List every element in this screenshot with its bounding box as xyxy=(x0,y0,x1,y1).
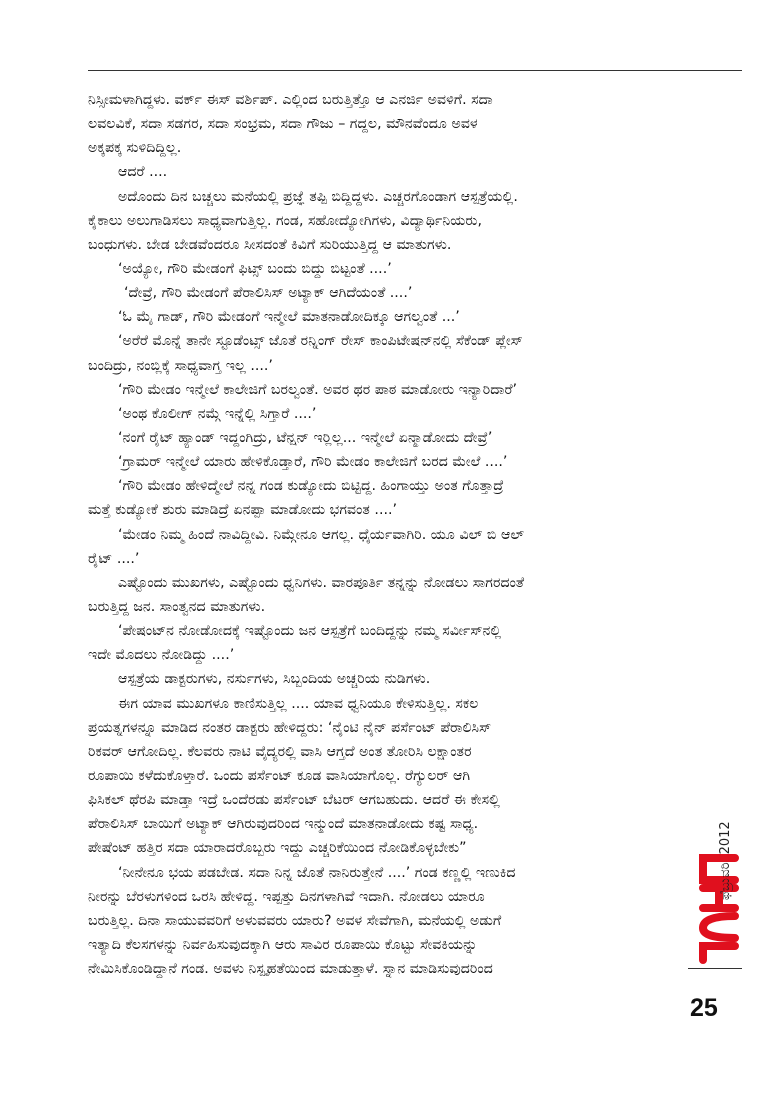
text-line: ಮತ್ತೆ ಕುಡ್ಯೋಕೆ ಶುರು ಮಾಡಿದ್ರೆ ಏನಪ್ಪಾ ಮಾಡೋದು ಭಗವಂತ ....’ xyxy=(88,502,397,519)
text-line: ಬರುತ್ತಿಲ್ಲ. ದಿನಾ ಸಾಯುವವರಿಗೆ ಅಳುವವರು ಯಾರು? ಅವಳ ಸೇವೆಗಾಗಿ, ಮನೆಯಲ್ಲಿ ಅಡುಗೆ xyxy=(88,912,502,929)
text-line: ‘ಮೇಡಂ ನಿಮ್ಮ ಹಿಂದೆ ನಾವಿದ್ದೀವಿ. ನಿಮ್ಗೇನೂ ಆಗಲ್ಲ. ಧೈರ್ಯವಾಗಿರಿ. ಯೂ ವಿಲ್ ಬಿ ಆಲ್ xyxy=(118,526,525,543)
text-line: ಆದರೆ .... xyxy=(118,164,168,181)
text-line: ಫಿಸಿಕಲ್ ಥೆರಪಿ ಮಾಡ್ತಾ ಇದ್ರೆ ಒಂದೆರಡು ಪರ್ಸೆಂಟ್ ಬೆಟರ್ ಆಗಬಹುದು. ಆದರೆ ಈ ಕೇಸಲ್ಲಿ xyxy=(88,792,500,809)
text-line: ‘ಗ್ರಾಮರ್ ಇನ್ಮೇಲೆ ಯಾರು ಹೇಳಿಕೊಡ್ತಾರೆ, ಗೌರಿ ಮೇಡಂ ಕಾಲೇಜಿಗೆ ಬರದ ಮೇಲೆ ....’ xyxy=(118,454,508,471)
text-line: ‘ದೇವ್ರೆ, ಗೌರಿ ಮೇಡಂಗೆ ಪೆರಾಲಿಸಿಸ್ ಅಟ್ಯಾಕ್ ಆಗಿದೆಯಂತೆ ....’ xyxy=(124,285,413,302)
text-line: ಇತ್ಯಾದಿ ಕೆಲಸಗಳನ್ನು ನಿರ್ವಹಿಸುವುದಕ್ಕಾಗಿ ಆರು ಸಾವಿರ ರೂಪಾಯಿ ಕೊಟ್ಟು ಸೇವಕಿಯನ್ನು xyxy=(88,936,478,953)
page-number: 25 xyxy=(690,994,718,1022)
text-line: ಎಷ್ಟೊಂದು ಮುಖಗಳು, ಎಷ್ಟೊಂದು ಧ್ವನಿಗಳು. ವಾರಪೂರ್ತಿ ತನ್ನನ್ನು ನೋಡಲು ಸಾಗರದಂತೆ xyxy=(118,574,525,591)
article-body xyxy=(88,88,688,981)
text-line: ‘ಅಯ್ಯೋ, ಗೌರಿ ಮೇಡಂಗೆ ಫಿಟ್ಸ್ ಬಂದು ಬಿದ್ದು ಬಿಟ್ಟಂತೆ ....’ xyxy=(118,260,392,277)
text-line: ಈಗ ಯಾವ ಮುಖಗಳೂ ಕಾಣಿಸುತ್ತಿಲ್ಲ .... ಯಾವ ಧ್ವನಿಯೂ ಕೇಳಿಸುತ್ತಿಲ್ಲ. ಸಕಲ xyxy=(118,695,479,712)
text-line: ಬರುತ್ತಿದ್ದ ಜನ. ಸಾಂತ್ವನದ ಮಾತುಗಳು. xyxy=(88,598,266,615)
text-line: ರಿಕವರ್ ಆಗೋದಿಲ್ಲ. ಕೆಲವರು ನಾಟಿ ವೈದ್ಯರಲ್ಲಿ ವಾಸಿ ಆಗ್ತದೆ ಅಂತ ತೋರಿಸಿ ಲಕ್ಷಾಂತರ xyxy=(88,743,472,760)
text-line: ಅಕ್ಕಪಕ್ಕ ಸುಳಿದಿದ್ದಿಲ್ಲ. xyxy=(88,140,182,157)
text-line: ಪ್ರಯತ್ನಗಳನ್ನೂ ಮಾಡಿದ ನಂತರ ಡಾಕ್ಟರು ಹೇಳಿದ್ದರು: ‘ನೈಂಟಿ ನೈನ್ ಪರ್ಸೆಂಟ್ ಪೆರಾಲಿಸಿಸ್ xyxy=(88,719,492,736)
text-line: ಬಂಧುಗಳು. ಬೇಡ ಬೇಡವೆಂದರೂ ಸೀಸದಂತೆ ಕಿವಿಗೆ ಸುರಿಯುತ್ತಿದ್ದ ಆ ಮಾತುಗಳು. xyxy=(88,236,452,253)
text-line: ನೀರನ್ನು ಬೆರಳುಗಳಿಂದ ಒರಸಿ ಹೇಳಿದ್ದ. ಇಪ್ಪತ್ತು ದಿನಗಳಾಗಿವೆ ಇದಾಗಿ. ನೋಡಲು ಯಾರೂ xyxy=(88,888,485,905)
text-line: ‘ಗೌರಿ ಮೇಡಂ ಇನ್ಮೇಲೆ ಕಾಲೇಜಿಗೆ ಬರಲ್ವಂತೆ. ಅವರ ಥರ ಪಾಠ ಮಾಡೋರು ಇನ್ಯಾರಿದಾರೆ’ xyxy=(118,381,518,398)
text-line: ಬಂದಿದ್ರು, ನಂಬ್ಲಿಕ್ಕೆ ಸಾಧ್ಯವಾಗ್ತ ಇಲ್ಲ ....’ xyxy=(88,357,273,374)
text-line: ‘ಅರೆರೆ ಮೊನ್ನೆ ತಾನೇ ಸ್ಟೂಡೆಂಟ್ಸ್ ಜೊತೆ ರನ್ನಿಂಗ್ ರೇಸ್ ಕಾಂಪಿಟೇಷನ್‌ನಲ್ಲಿ ಸೆಕೆಂಡ್ ಪ್ಲೇಸ್ xyxy=(118,333,523,350)
text-line: ಆಸ್ಪತ್ರೆಯ ಡಾಕ್ಟರುಗಳು, ನರ್ಸುಗಳು, ಸಿಬ್ಬಂದಿಯ ಅಚ್ಚರಿಯ ನುಡಿಗಳು. xyxy=(118,671,431,688)
text-line: ಅದೊಂದು ದಿನ ಬಚ್ಚಲು ಮನೆಯಲ್ಲಿ ಪ್ರಜ್ಞೆ ತಪ್ಪಿ ಬಿದ್ದಿದ್ದಳು. ಎಚ್ಚರಗೊಂಡಾಗ ಆಸ್ಪತ್ರೆಯಲ್ಲಿ. xyxy=(118,188,518,205)
text-line: ‘ಓ ಮೈ ಗಾಡ್, ಗೌರಿ ಮೇಡಂಗೆ ಇನ್ಮೇಲೆ ಮಾತನಾಡೋದಿಕ್ಕೂ ಆಗಲ್ವಂತೆ ...’ xyxy=(118,309,460,326)
text-line: ನೇಮಿಸಿಕೊಂಡಿದ್ದಾನೆ ಗಂಡ. ಅವಳು ನಿಸ್ಪೃಹತೆಯಿಂದ ಮಾಡುತ್ತಾಳೆ. ಸ್ನಾನ ಮಾಡಿಸುವುದರಿಂದ xyxy=(88,961,493,978)
text-line: ‘ನೀನೇನೂ ಭಯ ಪಡಬೇಡ. ಸದಾ ನಿನ್ನ ಜೊತೆ ನಾನಿರುತ್ತೇನೆ ....’ ಗಂಡ ಕಣ್ಣಲ್ಲಿ ಇಣುಕಿದ xyxy=(118,864,516,881)
text-line: ರೈಟ್ ....’ xyxy=(88,550,140,567)
text-line: ನಿಸ್ಸೀಮಳಾಗಿದ್ದಳು. ವರ್ಕ್ ಈಸ್ ವರ್ಶಿಪ್. ಎಲ್ಲಿಂದ ಬರುತ್ತಿತ್ತೊ ಆ ಎನರ್ಜಿ ಅವಳಿಗೆ. ಸದಾ xyxy=(88,92,493,108)
text-line: ‘ಗೌರಿ ಮೇಡಂ ಹೇಳಿದ್ಮೇಲೆ ನನ್ನ ಗಂಡ ಕುಡ್ಯೋದು ಬಿಟ್ಟಿದ್ದ. ಹಿಂಗಾಯ್ತು ಅಂತ ಗೊತ್ತಾದ್ರೆ xyxy=(118,478,504,495)
header-rule xyxy=(88,70,742,71)
text-line: ಇದೇ ಮೊದಲು ನೋಡಿದ್ದು ....’ xyxy=(88,647,235,664)
footer-rule xyxy=(688,968,742,969)
text-line: ಕೈಕಾಲು ಅಲುಗಾಡಿಸಲು ಸಾಧ್ಯವಾಗುತ್ತಿಲ್ಲ. ಗಂಡ, ಸಹೋದ್ಯೋಗಿಗಳು, ವಿದ್ಯಾರ್ಥಿನಿಯರು, xyxy=(88,212,482,229)
text-line: ಲವಲವಿಕೆ, ಸದಾ ಸಡಗರ, ಸದಾ ಸಂಭ್ರಮ, ಸದಾ ಗೌಜು – ಗದ್ದಲ, ಮೌನವೆಂದೂ ಅವಳ xyxy=(88,116,478,133)
text-line: ಪೇಷೆಂಟ್ ಹತ್ತಿರ ಸದಾ ಯಾರಾದರೊಬ್ಬರು ಇದ್ದು ಎಚ್ಚರಿಕೆಯಿಂದ ನೋಡಿಕೊಳ್ಳಬೇಕು” xyxy=(88,840,467,857)
issue-year: 2012 xyxy=(718,821,733,855)
text-line: ರೂಪಾಯಿ ಕಳೆದುಕೊಳ್ತಾರೆ. ಒಂದು ಪರ್ಸೆಂಟ್ ಕೂಡ ವಾಸಿಯಾಗೊಲ್ಲ. ರೆಗ್ಯುಲರ್ ಆಗಿ xyxy=(88,767,471,784)
text-line: ‘ಅಂಥ ಕೊಲೀಗ್ ನಮ್ಗೆ ಇನ್ನೆಲ್ಲಿ ಸಿಗ್ತಾರೆ ....’ xyxy=(118,405,317,422)
text-line: ‘ನಂಗೆ ರೈಟ್ ಹ್ಯಾಂಡ್ ಇದ್ದಂಗಿದ್ರು, ಟೆನ್ಷನ್ ಇರ್‍ಲಿಲ್ಲ... ಇನ್ಮೇಲೆ ಏನ್ಮಾಡೋದು ದೇವ್ರೆ’ xyxy=(118,429,493,446)
text-line: ‘ಪೇಷಂಟ್‌ನ ನೋಡೋದಕ್ಕೆ ಇಷ್ಟೊಂದು ಜನ ಆಸ್ಪತ್ರೆಗೆ ಬಂದಿದ್ದನ್ನು ನಮ್ಮ ಸರ್ವೀಸ್‌ನಲ್ಲಿ xyxy=(118,623,502,640)
text-line: ಪೆರಾಲಿಸಿಸ್ ಬಾಯಿಗೆ ಅಟ್ಯಾಕ್ ಆಗಿರುವುದರಿಂದ ಇನ್ಮುಂದೆ ಮಾತನಾಡೋದು ಕಷ್ಟ ಸಾಧ್ಯ. xyxy=(88,816,479,833)
issue-date xyxy=(718,821,733,900)
issue-month: ಫೆಬ್ರುವರಿ xyxy=(718,862,733,900)
